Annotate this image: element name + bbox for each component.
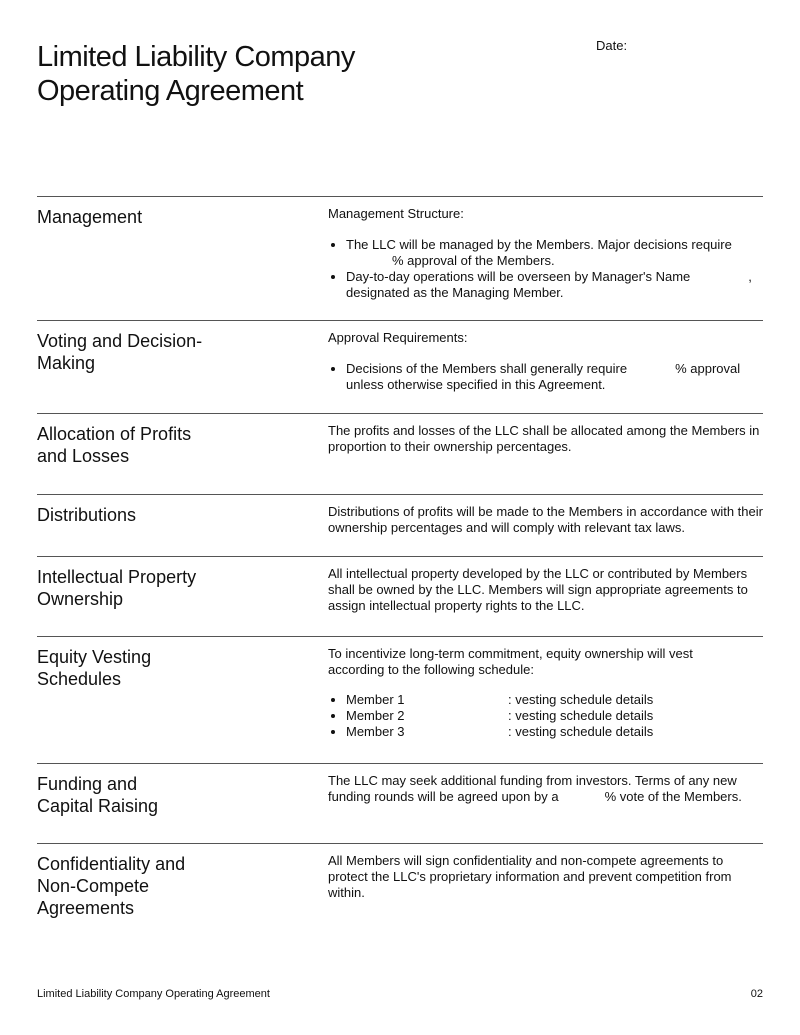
- divider: [37, 556, 763, 557]
- section-intro: Management Structure:: [328, 206, 464, 221]
- member-name: Member 2: [346, 708, 405, 723]
- list-item: [346, 237, 763, 269]
- section-heading: Management: [37, 207, 143, 227]
- list-item: [346, 269, 763, 301]
- divider: [37, 320, 763, 321]
- member-name: Member 1: [346, 692, 405, 707]
- list-item: [346, 361, 763, 393]
- section-text: The profits and losses of the LLC shall be allocated among the Members in proportion to their ownership percentages.: [328, 423, 760, 454]
- page-number: 02: [750, 988, 763, 1000]
- document-title: Limited Liability Company Operating Agreement: [37, 41, 355, 107]
- item-text: unless otherwise specified in this Agreement.: [346, 377, 606, 392]
- list-item: [346, 724, 763, 740]
- section-heading: Distributions: [37, 505, 137, 525]
- section-heading: Allocation of Profits and Losses: [37, 424, 192, 466]
- item-text: % approval of the Members.: [392, 253, 555, 268]
- list-item: [346, 692, 763, 708]
- item-text: % approval: [675, 361, 741, 376]
- section-intro: Approval Requirements:: [328, 330, 468, 345]
- list-item: [346, 708, 763, 724]
- footer-title: Limited Liability Company Operating Agreement: [37, 988, 270, 1000]
- text-part: The LLC may seek additional funding from investors. Terms of any new funding rounds will be agreed upon by a: [328, 773, 737, 804]
- date-label: Date:: [596, 38, 628, 53]
- section-heading: Funding and Capital Raising: [37, 774, 159, 816]
- divider: [37, 636, 763, 637]
- comma: ,: [748, 269, 752, 284]
- section-heading: Intellectual Property Ownership: [37, 567, 197, 609]
- vesting-detail: : vesting schedule details: [508, 708, 654, 723]
- vesting-detail: : vesting schedule details: [508, 692, 654, 707]
- section-text: All intellectual property developed by the LLC or contributed by Members shall be owned by the LLC. Members will sign appropriate agreements to assign intellectual property rights to the LLC.: [328, 566, 748, 613]
- section-heading: Confidentiality and Non-Compete Agreements: [37, 854, 186, 918]
- section-text: Distributions of profits will be made to the Members in accordance with their ownership percentages and will comply with relevant tax laws.: [328, 504, 763, 535]
- item-text: designated as the Managing Member.: [346, 285, 564, 300]
- item-text: Decisions of the Members shall generally require: [346, 361, 628, 376]
- section-text: [328, 773, 763, 805]
- vesting-detail: : vesting schedule details: [508, 724, 654, 739]
- divider: [37, 196, 763, 197]
- item-text: Day-to-day operations will be overseen by Manager's Name: [346, 269, 691, 284]
- section-heading: Voting and Decision-Making: [37, 331, 203, 373]
- divider: [37, 763, 763, 764]
- divider: [37, 494, 763, 495]
- section-text: To incentivize long-term commitment, equity ownership will vest according to the following schedule:: [328, 646, 693, 677]
- text-part: % vote of the Members.: [604, 789, 742, 804]
- divider: [37, 413, 763, 414]
- item-text: The LLC will be managed by the Members. Major decisions require: [346, 237, 732, 252]
- member-name: Member 3: [346, 724, 405, 739]
- section-text: All Members will sign confidentiality and non-compete agreements to protect the LLC's proprietary information and prevent competition from within.: [328, 853, 732, 900]
- divider: [37, 843, 763, 844]
- section-heading: Equity Vesting Schedules: [37, 647, 152, 689]
